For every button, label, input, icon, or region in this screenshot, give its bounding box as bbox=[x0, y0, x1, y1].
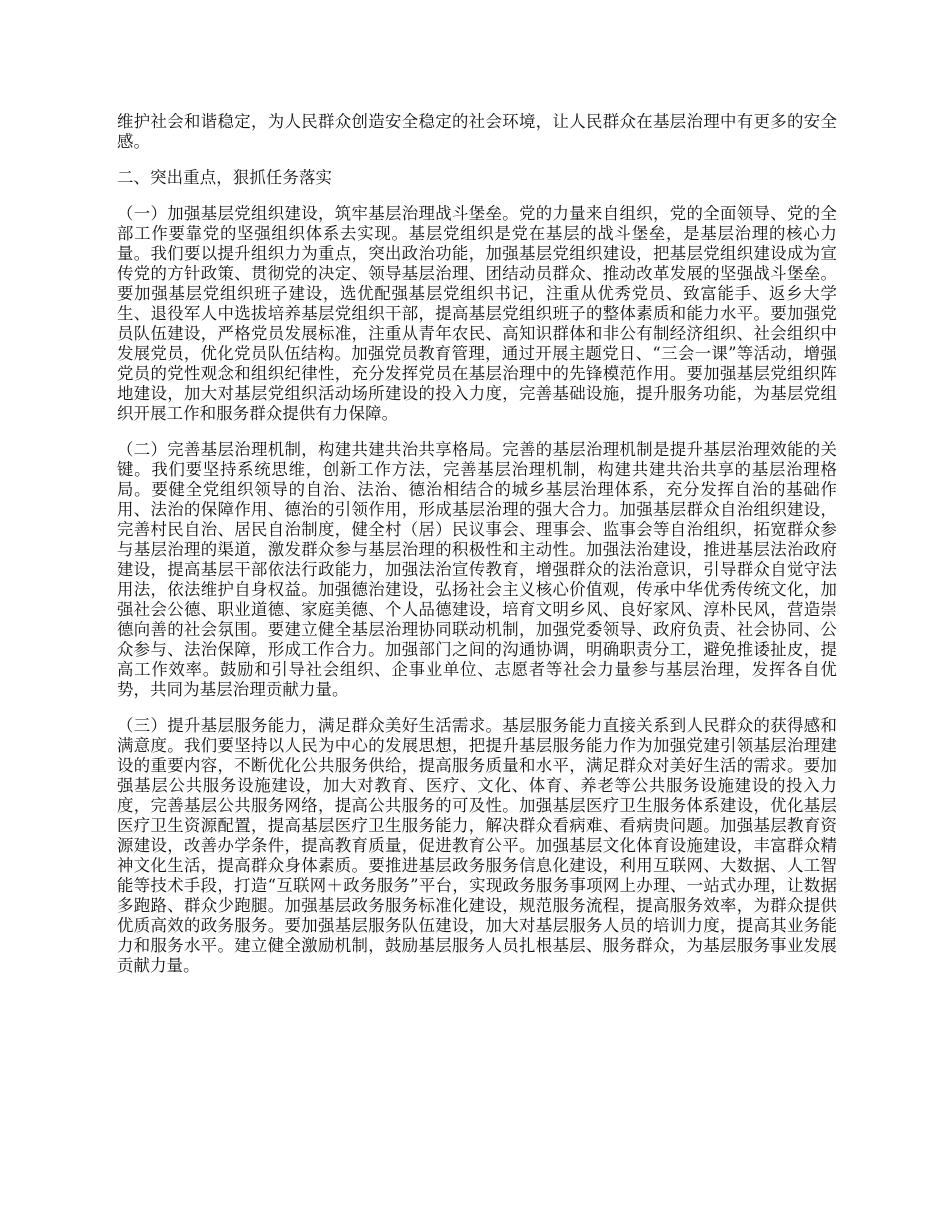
paragraph-governance-mechanism: （二）完善基层治理机制，构建共建共治共享格局。完善的基层治理机制是提升基层治理效能的关键。我们要坚持系统思维，创新工作方法，完善基层治理机制，构建共建共治共享的基层治理格局。要健全党组织领导的自治、法治、德治相结合的城乡基层治理体系，充分发挥自治的基础作用、法治的保障作用、德治的引领作用，形成基层治理的强大合力。加强基层群众自治组织建设，完善村民自治、居民自治制度，健全村（居）民议事会、理事会、监事会等自治组织，拓宽群众参与基层治理的渠道，激发群众参与基层治理的积极性和主动性。加强法治建设，推进基层法治政府建设，提高基层干部依法行政能力，加强法治宣传教育，增强群众的法治意识，引导群众自觉守法用法，依法维护自身权益。加强德治建设，弘扬社会主义核心价值观，传承中华优秀传统文化，加强社会公德、职业道德、家庭美德、个人品德建设，培育文明乡风、良好家风、淳朴民风，营造崇德向善的社会氛围。要建立健全基层治理协同联动机制，加强党委领导、政府负责、社会协同、公众参与、法治保障，形成工作合力。加强部门之间的沟通协调，明确职责分工，避免推诿扯皮，提高工作效率。鼓励和引导社会组织、企事业单位、志愿者等社会力量参与基层治理，发挥各自优势，共同为基层治理贡献力量。 bbox=[117, 440, 837, 699]
paragraph-service-capacity: （三）提升基层服务能力，满足群众美好生活需求。基层服务能力直接关系到人民群众的获得感和满意度。我们要坚持以人民为中心的发展思想，把提升基层服务能力作为加强党建引领基层治理建设的重要内容，不断优化公共服务供给，提高服务质量和水平，满足群众对美好生活的需求。要加强基层公共服务设施建设，加大对教育、医疗、文化、体育、养老等公共服务设施建设的投入力度，完善基层公共服务网络，提高公共服务的可及性。加强基层医疗卫生服务体系建设，优化基层医疗卫生资源配置，提高基层医疗卫生服务能力，解决群众看病难、看病贵问题。加强基层教育资源建设，改善办学条件，提高教育质量，促进教育公平。加强基层文化体育设施建设，丰富群众精神文化生活，提高群众身体素质。要推进基层政务服务信息化建设，利用互联网、大数据、人工智能等技术手段，打造“互联网＋政务服务”平台，实现政务服务事项网上办理、一站式办理，让数据多跑路、群众少跑腿。加强基层政务服务标准化建设，规范服务流程，提高服务效率，为群众提供优质高效的政务服务。要加强基层服务队伍建设，加大对基层服务人员的培训力度，提高其业务能力和服务水平。建立健全激励机制，鼓励基层服务人员扎根基层、服务群众，为基层服务事业发展贡献力量。 bbox=[117, 716, 837, 975]
document-page bbox=[117, 112, 837, 992]
paragraph-party-organization: （一）加强基层党组织建设，筑牢基层治理战斗堡垒。党的力量来自组织，党的全面领导、党的全部工作要靠党的坚强组织体系去实现。基层党组织是党在基层的战斗堡垒，是基层治理的核心力量。我们要以提升组织力为重点，突出政治功能，加强基层党组织建设，把基层党组织建设成为宣传党的方针政策、贯彻党的决定、领导基层治理、团结动员群众、推动改革发展的坚强战斗堡垒。要加强基层党组织班子建设，选优配强基层党组织书记，注重从优秀党员、致富能手、返乡大学生、退役军人中选拔培养基层党组织干部，提高基层党组织班子的整体素质和能力水平。要加强党员队伍建设，严格党员发展标准，注重从青年农民、高知识群体和非公有制经济组织、社会组织中发展党员，优化党员队伍结构。加强党员教育管理，通过开展主题党日、“三会一课”等活动，增强党员的党性观念和组织纪律性，充分发挥党员在基层治理中的先锋模范作用。要加强基层党组织阵地建设，加大对基层党组织活动场所建设的投入力度，完善基础设施，提升服务功能，为基层党组织开展工作和服务群众提供有力保障。 bbox=[117, 204, 837, 423]
section-heading: 二、突出重点，狠抓任务落实 bbox=[117, 168, 333, 187]
intro-paragraph: 维护社会和谐稳定，为人民群众创造安全稳定的社会环境，让人民群众在基层治理中有更多的安全感。 bbox=[117, 112, 837, 151]
